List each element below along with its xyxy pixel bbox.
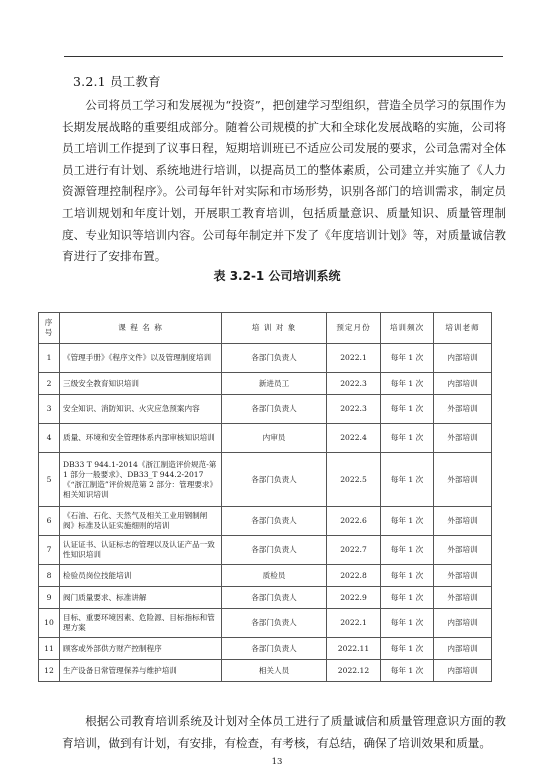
row-frequency: 每年 1 次: [381, 424, 434, 453]
row-course: 检验员岗位技能培训: [60, 565, 222, 587]
table-row: [39, 507, 492, 536]
row-target: 新进员工: [222, 373, 327, 395]
row-target: 各部门负责人: [222, 453, 327, 507]
row-no: 12: [39, 660, 60, 682]
table-row: [39, 344, 492, 373]
row-teacher: 外部培训: [434, 507, 492, 536]
table-row: [39, 373, 492, 395]
row-course: DB33 T 944.1-2014《浙江制造评价规范-第 1 部分一般要求》、DB33_T 944.2-2017《“浙江制造”评价规范第 2 部分：管理要求》 相关知识培训: [60, 453, 222, 507]
row-month: 2022.8: [327, 565, 381, 587]
row-course: 安全知识、消防知识、火灾应急预案内容: [60, 395, 222, 424]
row-no: 5: [39, 453, 60, 507]
row-no: 1: [39, 344, 60, 373]
row-month: 2022.5: [327, 453, 381, 507]
table-row: [39, 660, 492, 682]
row-target: 各部门负责人: [222, 395, 327, 424]
header-month: 预定月份: [327, 313, 381, 344]
row-teacher: 外部培训: [434, 587, 492, 609]
row-month: 2022.4: [327, 424, 381, 453]
row-frequency: 每年 1 次: [381, 507, 434, 536]
table-row: [39, 565, 492, 587]
row-no: 10: [39, 609, 60, 638]
row-frequency: 每年 1 次: [381, 660, 434, 682]
header-frequency: 培训频次: [381, 313, 434, 344]
row-month: 2022.3: [327, 373, 381, 395]
row-course: 《管理手册》《程序文件》以及管理制度培训: [60, 344, 222, 373]
table-title: 表 3.2-1 公司培训系统: [213, 269, 341, 283]
row-teacher: 内部培训: [434, 660, 492, 682]
row-no: 8: [39, 565, 60, 587]
row-course: 三级安全教育知识培训: [60, 373, 222, 395]
row-no: 4: [39, 424, 60, 453]
row-no: 9: [39, 587, 60, 609]
row-month: 2022.11: [327, 638, 381, 660]
row-month: 2022.12: [327, 660, 381, 682]
closing-paragraph: 根据公司教育培训系统及计划对全体员工进行了质量诚信和质量管理意识方面的教育培训，做到有计划，有安排，有检查，有考核，有总结，确保了培训效果和质量。: [62, 714, 506, 750]
row-course: 生产设备日常管理保养与维护培训: [60, 660, 222, 682]
row-month: 2022.7: [327, 536, 381, 565]
page-number: 13: [271, 757, 283, 767]
row-frequency: 每年 1 次: [381, 587, 434, 609]
body-paragraph: 公司将员工学习和发展视为“投资”，把创建学习型组织，营造全员学习的氛围作为长期发展战略的重要组成部分。随着公司规模的扩大和全球化发展战略的实施，公司将员工培训工作提到了议事日程，短期培训班已不适应公司发展的要求，公司急需对全体员工进行有计划、系统地进行培训，以提高员工的整体素质，公司建立并实施了《人力资源管理控制程序》。公司每年针对实际和市场形势，识别各部门的培训需求，制定员工培训规划和年度计划，开展职工教育培训，包括质量意识、质量知识、质量管理制度、专业知识等培训内容。公司每年制定并下发了《年度培训计划》等，对质量诚信教育进行了安排布置。: [62, 98, 506, 264]
row-target: 各部门负责人: [222, 536, 327, 565]
table-row: [39, 424, 492, 453]
row-month: 2022.3: [327, 395, 381, 424]
row-course: 目标、重要环境因素、危险源、目标指标和管理方案: [60, 609, 222, 638]
row-teacher: 内部培训: [434, 609, 492, 638]
row-teacher: 内部培训: [434, 373, 492, 395]
row-month: 2022.6: [327, 507, 381, 536]
header-target: 培 训 对 象: [222, 313, 327, 344]
row-teacher: 外部培训: [434, 536, 492, 565]
training-table: [38, 312, 492, 682]
row-no: 6: [39, 507, 60, 536]
row-target: 各部门负责人: [222, 609, 327, 638]
row-target: 各部门负责人: [222, 507, 327, 536]
header-rule: [64, 56, 503, 57]
table-row: [39, 453, 492, 507]
row-course: 质量、环境和安全管理体系内部审核知识培训: [60, 424, 222, 453]
row-frequency: 每年 1 次: [381, 453, 434, 507]
row-target: 质检员: [222, 565, 327, 587]
row-no: 7: [39, 536, 60, 565]
row-teacher: 外部培训: [434, 424, 492, 453]
row-teacher: 内部培训: [434, 638, 492, 660]
table-header-row: [39, 313, 492, 344]
row-teacher: 外部培训: [434, 453, 492, 507]
row-target: 各部门负责人: [222, 638, 327, 660]
row-target: 相关人员: [222, 660, 327, 682]
table-row: [39, 536, 492, 565]
row-month: 2022.1: [327, 344, 381, 373]
row-teacher: 外部培训: [434, 395, 492, 424]
row-month: 2022.9: [327, 587, 381, 609]
row-month: 2022.1: [327, 609, 381, 638]
row-frequency: 每年 1 次: [381, 373, 434, 395]
row-frequency: 每年 1 次: [381, 638, 434, 660]
header-course: 课 程 名 称: [60, 313, 222, 344]
row-target: 内审员: [222, 424, 327, 453]
table-row: [39, 609, 492, 638]
row-course: 《石油、石化、天然气及相关工业用钢制闸阀》标准及认证实施细则的培训: [60, 507, 222, 536]
row-target: 各部门负责人: [222, 587, 327, 609]
header-teacher: 培训老师: [434, 313, 492, 344]
row-teacher: 内部培训: [434, 344, 492, 373]
table-row: [39, 587, 492, 609]
row-frequency: 每年 1 次: [381, 344, 434, 373]
row-teacher: 外部培训: [434, 565, 492, 587]
table-row: [39, 638, 492, 660]
row-course: 顾客或外部供方财产控制程序: [60, 638, 222, 660]
row-no: 3: [39, 395, 60, 424]
row-frequency: 每年 1 次: [381, 395, 434, 424]
header-no: 序号: [39, 313, 60, 344]
table-row: [39, 395, 492, 424]
row-course: 阀门质量要求、标准讲解: [60, 587, 222, 609]
row-no: 2: [39, 373, 60, 395]
section-heading: 3.2.1 员工教育: [73, 74, 161, 89]
row-no: 11: [39, 638, 60, 660]
row-course: 认证证书、认证标志的管理以及认证产品一致性知识培训: [60, 536, 222, 565]
row-target: 各部门负责人: [222, 344, 327, 373]
row-frequency: 每年 1 次: [381, 565, 434, 587]
row-frequency: 每年 1 次: [381, 536, 434, 565]
row-frequency: 每年 1 次: [381, 609, 434, 638]
